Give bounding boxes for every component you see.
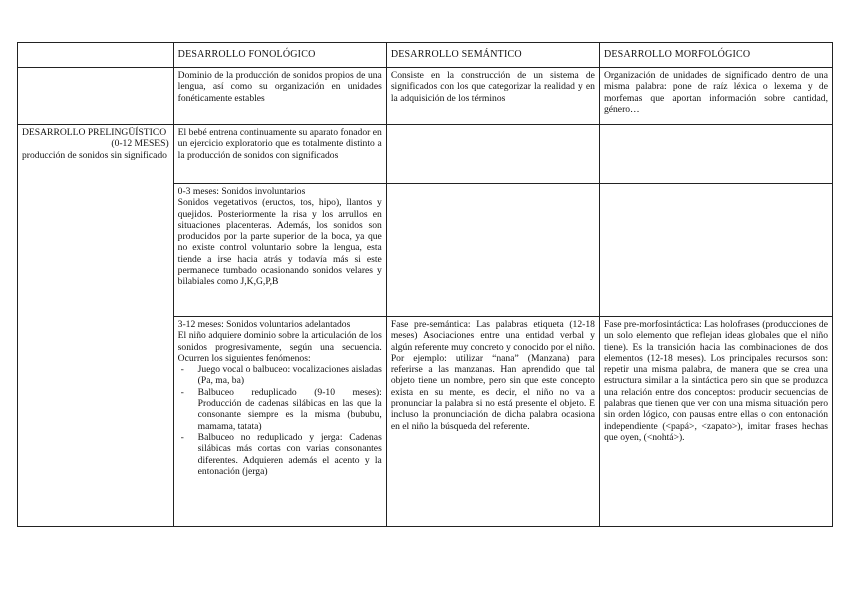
cell-0-3-semantico (386, 184, 599, 317)
definition-cell-empty (18, 68, 174, 125)
cell-3-12-fonologico (173, 317, 386, 527)
phenomena-list (178, 364, 382, 477)
header-semantico: DESARROLLO SEMÁNTICO (386, 43, 599, 68)
heading-3-12: 3-12 meses: Sonidos voluntarios adelantados (177, 319, 351, 330)
definition-morfologico: Organización de unidades de significado dentro de una misma palabra: pone de raíz léxica o lexema y de morfemas que aportan información sobre cantidad, género… (599, 68, 832, 125)
intro-fonologico: El bebé entrena continuamente su aparato fonador en un ejercicio exploratorio que es totalmente distinto a la producción de sonidos con significados (173, 125, 386, 184)
stage-age: (0-12 MESES) (111, 138, 169, 150)
list-item: - Balbuceo no reduplicado y jerga: Cadenas silábicas más cortas con varias consonantes diferentes. Adquieren además el acento y la entonación (jerga) (198, 432, 382, 477)
intro-morfologico (599, 125, 832, 184)
definition-fonologico: Dominio de la producción de sonidos propios de una lengua, así como su organización en unidades fonéticamente estables (173, 68, 386, 125)
text-0-3: Sonidos vegetativos (eructos, tos, hipo), llantos y quejidos. Posteriormente la risa y los arrullos en situaciones placenteras. Además, los sonidos son producidos por la parte superior de la boca, ya que no existe control voluntario sobre la lengua, esta tiende a irse hacia atrás y todavía más si este permanece tumbado ocasionando sonidos velares y bilabiales como J,K,G,P,B (177, 197, 382, 288)
stage-cell (18, 125, 174, 527)
definition-semantico: Consiste en la construcción de un sistema de significados con los que categorizar la realidad y en la adquisición de los términos (386, 68, 599, 125)
intro-3-12: El niño adquiere dominio sobre la articulación de los sonidos progresivamente, según una secuencia. Ocurren los siguientes fenómenos: (177, 330, 382, 364)
table-row (18, 125, 833, 184)
list-item: - Juego vocal o balbuceo: vocalizaciones aisladas (Pa, ma, ba) (198, 364, 382, 387)
stage-description: producción de sonidos sin significado (22, 149, 167, 161)
list-item: - Balbuceo reduplicado (9-10 meses): Producción de cadenas silábicas en las que la consonante siempre es la misma (bububu, mamama, tatata) (198, 387, 382, 432)
cell-3-12-semantico: Fase pre-semántica: Las palabras etiqueta (12-18 meses) Asociaciones entre una entidad verbal y algún referente muy concreto y conocido por el niño. Por ejemplo: utilizar “nana” (Manzana) para referirse a las manzanas. Han aprendido que tal objeto tiene un nombre, pero sin que este concepto exista en su mente, es decir, el niño no va a pronunciar la palabra si no está presente el objeto. E incluso la pronunciación de dicha palabra ocasiona en el niño la búsqueda del referente. (386, 317, 599, 527)
stage-title: DESARROLLO PRELINGÜÍSTICO (22, 127, 167, 138)
heading-0-3: 0-3 meses: Sonidos involuntarios (177, 186, 306, 197)
intro-semantico (386, 125, 599, 184)
cell-0-3-fonologico (173, 184, 386, 317)
header-fonologico: DESARROLLO FONOLÓGICO (173, 43, 386, 68)
cell-3-12-morfologico: Fase pre-morfosintáctica: Las holofrases (producciones de un solo elemento que reflejan ideas globales que el niño tiene). Es la transición hacia las combinaciones de dos elementos (12-18 meses). Los principales recursos son: repetir una misma palabra, de manera que se crea una estructura similar a la sintáctica pero sin que se produzca una relación entre dos conceptos: producir secuencias de palabras que tienen que ver con una misma situación pero sin orden lógico, con pausas entre ellas o con entonación independiente (<papá>, <zapato>), imitar frases hechas que oyen, (<nohtá>). (599, 317, 832, 527)
development-table (17, 42, 833, 527)
stage-title-line (22, 127, 169, 138)
definition-row (18, 68, 833, 125)
header-morfologico: DESARROLLO MORFOLÓGICO (599, 43, 832, 68)
header-row (18, 43, 833, 68)
cell-0-3-morfologico (599, 184, 832, 317)
header-cell-empty (18, 43, 174, 68)
